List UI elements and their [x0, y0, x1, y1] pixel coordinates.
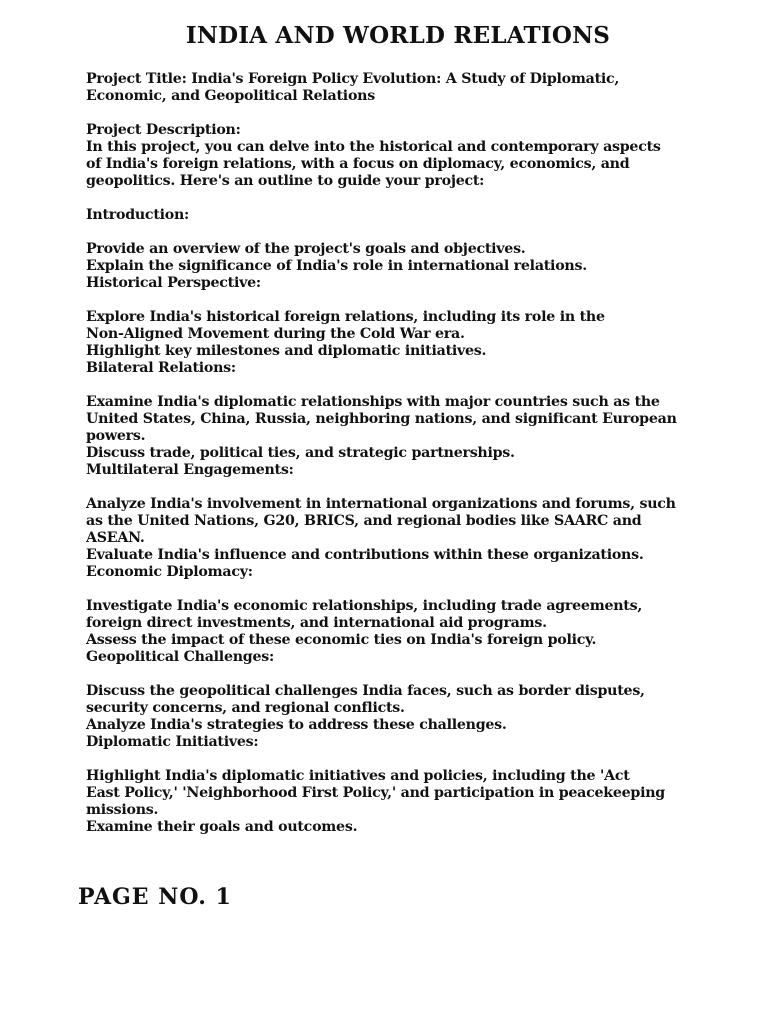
text-line: United States, China, Russia, neighboring nations, and significant European: [86, 411, 677, 427]
text-line: Highlight India's diplomatic initiatives and policies, including the 'Act: [86, 768, 630, 784]
blank-line: [86, 190, 746, 207]
text-line: of India's foreign relations, with a focus on diplomacy, economics, and: [86, 156, 630, 172]
text-line: Introduction:: [86, 207, 190, 223]
text-line: Assess the impact of these economic ties on India's foreign policy.: [86, 632, 597, 648]
text-line: Evaluate India's influence and contributions within these organizations.: [86, 547, 644, 563]
text-line: Investigate India's economic relationships, including trade agreements,: [86, 598, 643, 614]
blank-line: [86, 105, 746, 122]
text-line: Economic Diplomacy:: [86, 564, 253, 580]
text-line: Analyze India's involvement in international organizations and forums, such: [86, 496, 676, 512]
text-line: security concerns, and regional conflicts.: [86, 700, 405, 716]
text-line: Discuss the geopolitical challenges India faces, such as border disputes,: [86, 683, 645, 699]
text-line: Provide an overview of the project's goals and objectives.: [86, 241, 526, 257]
blank-line: [86, 224, 746, 241]
blank-line: [86, 581, 746, 598]
text-line: foreign direct investments, and international aid programs.: [86, 615, 547, 631]
text-line: Diplomatic Initiatives:: [86, 734, 259, 750]
text-line: geopolitics. Here's an outline to guide your project:: [86, 173, 485, 189]
text-line: Economic, and Geopolitical Relations: [86, 88, 375, 104]
text-line: Explore India's historical foreign relations, including its role in the: [86, 309, 605, 325]
document-body: [86, 71, 746, 836]
text-line: Explain the significance of India's role in international relations.: [86, 258, 587, 274]
text-line: Examine their goals and outcomes.: [86, 819, 358, 835]
text-line: missions.: [86, 802, 159, 818]
text-line: Highlight key milestones and diplomatic initiatives.: [86, 343, 487, 359]
text-line: as the United Nations, G20, BRICS, and regional bodies like SAARC and: [86, 513, 642, 529]
text-line: ASEAN.: [86, 530, 145, 546]
text-line: Historical Perspective:: [86, 275, 261, 291]
text-line: In this project, you can delve into the historical and contemporary aspects: [86, 139, 661, 155]
text-line: Project Description:: [86, 122, 241, 138]
text-line: Bilateral Relations:: [86, 360, 236, 376]
text-line: Multilateral Engagements:: [86, 462, 294, 478]
blank-line: [86, 377, 746, 394]
blank-line: [86, 666, 746, 683]
blank-line: [86, 292, 746, 309]
text-line: Non-Aligned Movement during the Cold War era.: [86, 326, 465, 342]
text-line: powers.: [86, 428, 146, 444]
text-line: Geopolitical Challenges:: [86, 649, 274, 665]
text-line: Discuss trade, political ties, and strategic partnerships.: [86, 445, 515, 461]
text-line: East Policy,' 'Neighborhood First Policy,' and participation in peacekeeping: [86, 785, 665, 801]
text-line: Project Title: India's Foreign Policy Evolution: A Study of Diplomatic,: [86, 71, 620, 87]
text-line: Analyze India's strategies to address these challenges.: [86, 717, 507, 733]
document-title: INDIA AND WORLD RELATIONS: [185, 22, 611, 49]
text-line: Examine India's diplomatic relationships with major countries such as the: [86, 394, 660, 410]
blank-line: [86, 751, 746, 768]
page-number: PAGE NO. 1: [78, 884, 232, 910]
blank-line: [86, 479, 746, 496]
